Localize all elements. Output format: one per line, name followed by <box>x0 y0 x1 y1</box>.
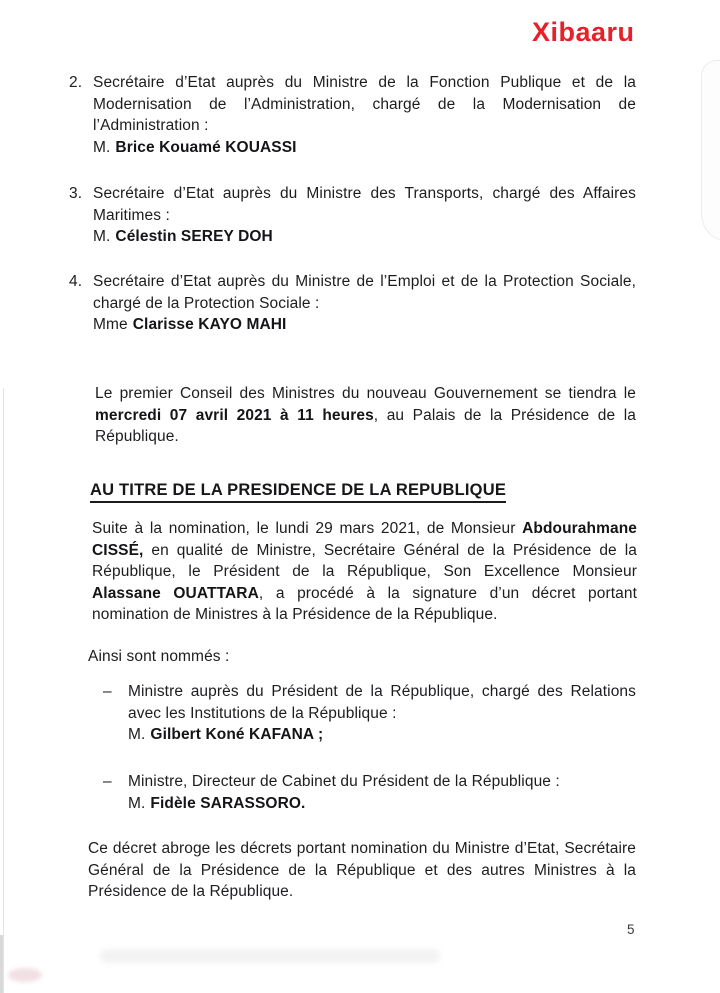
item-name-line <box>128 793 636 815</box>
nomination-name1: Abdourahmane CISSÉ, <box>92 520 637 559</box>
scan-edge-line <box>3 388 4 993</box>
nomination-part3: , a procédé à la signature d’un décret portant nomination de Ministres à la Présidence de la République. <box>92 584 637 623</box>
paragraph-council <box>95 383 636 448</box>
dash-bullet: – <box>103 773 112 790</box>
item-text: Secrétaire d’Etat auprès du Ministre des Transports, chargé des Affaires Maritimes : <box>93 185 636 224</box>
scan-artifact-smudge <box>100 949 440 963</box>
dash-bullet: – <box>103 683 112 700</box>
paragraph-decree: Ce décret abroge les décrets portant nomination du Ministre d’Etat, Secrétaire Général de la Présidence de la République et des autres Ministres à la Présidence de la République. <box>88 840 636 900</box>
scan-corner-strip <box>0 935 3 993</box>
council-text-end: , au Palais de la Présidence de la République. <box>95 406 636 445</box>
council-date-bold: mercredi 07 avril 2021 à 11 heures <box>95 406 374 424</box>
name-prefix: M. <box>128 726 146 743</box>
minister-name: Brice Kouamé KOUASSI <box>115 138 297 156</box>
council-text-start: Le premier Conseil des Ministres du nouveau Gouvernement se tiendra le <box>95 385 636 402</box>
item-name-line <box>93 137 636 159</box>
item-body <box>93 183 636 248</box>
item-text: Ministre, Directeur de Cabinet du Président de la République : <box>128 773 560 790</box>
item-number: 2. <box>69 74 83 91</box>
numbered-item-2 <box>69 72 636 158</box>
dash-item-2 <box>103 771 636 814</box>
item-text: Ministre auprès du Président de la République, chargé des Relations avec les Institutions de la République : <box>128 683 636 722</box>
item-name-line <box>128 724 636 746</box>
item-text: Secrétaire d’Etat auprès du Ministre de l’Emploi et de la Protection Sociale, chargé de la Protection Sociale : <box>93 273 636 312</box>
minister-name: Clarisse KAYO MAHI <box>132 316 287 333</box>
rounded-corner-edge <box>701 60 720 242</box>
minister-name: Fidèle SARASSORO. <box>150 794 306 812</box>
nomination-part2: en qualité de Ministre, Secrétaire Général de la Présidence de la République, le Président de la République, Son Excellence Monsieur <box>92 541 637 580</box>
page-number: 5 <box>627 922 635 937</box>
name-prefix: Mme <box>93 316 128 333</box>
watermark-xibaaru: Xibaaru <box>532 17 635 47</box>
numbered-item-4 <box>69 271 636 336</box>
paragraph-nomination <box>92 518 637 626</box>
ainsi-line: Ainsi sont nommés : <box>88 648 230 665</box>
section-heading-presidence: AU TITRE DE LA PRESIDENCE DE LA REPUBLIQUE <box>90 481 506 503</box>
item-number: 4. <box>69 273 83 290</box>
item-body <box>93 271 636 336</box>
numbered-item-3 <box>69 183 636 248</box>
name-prefix: M. <box>93 228 111 245</box>
name-prefix: M. <box>93 138 111 156</box>
item-body <box>128 771 636 814</box>
scan-artifact-pink <box>8 968 42 982</box>
minister-name: Célestin SEREY DOH <box>115 228 273 245</box>
nomination-part1: Suite à la nomination, le lundi 29 mars 2021, de Monsieur <box>92 520 523 537</box>
item-name-line <box>93 314 636 336</box>
item-name-line <box>93 226 636 248</box>
item-body <box>128 681 636 746</box>
item-text: Secrétaire d’Etat auprès du Ministre de la Fonction Publique et de la Modernisation de l’Administration, chargé de la Modernisation de l’Administration : <box>93 74 636 134</box>
item-number: 3. <box>69 185 83 202</box>
dash-item-1 <box>103 681 636 746</box>
item-body <box>93 72 636 158</box>
name-prefix: M. <box>128 794 146 812</box>
minister-name: Gilbert Koné KAFANA ; <box>150 726 324 743</box>
nomination-name2: Alassane OUATTARA <box>92 584 259 602</box>
